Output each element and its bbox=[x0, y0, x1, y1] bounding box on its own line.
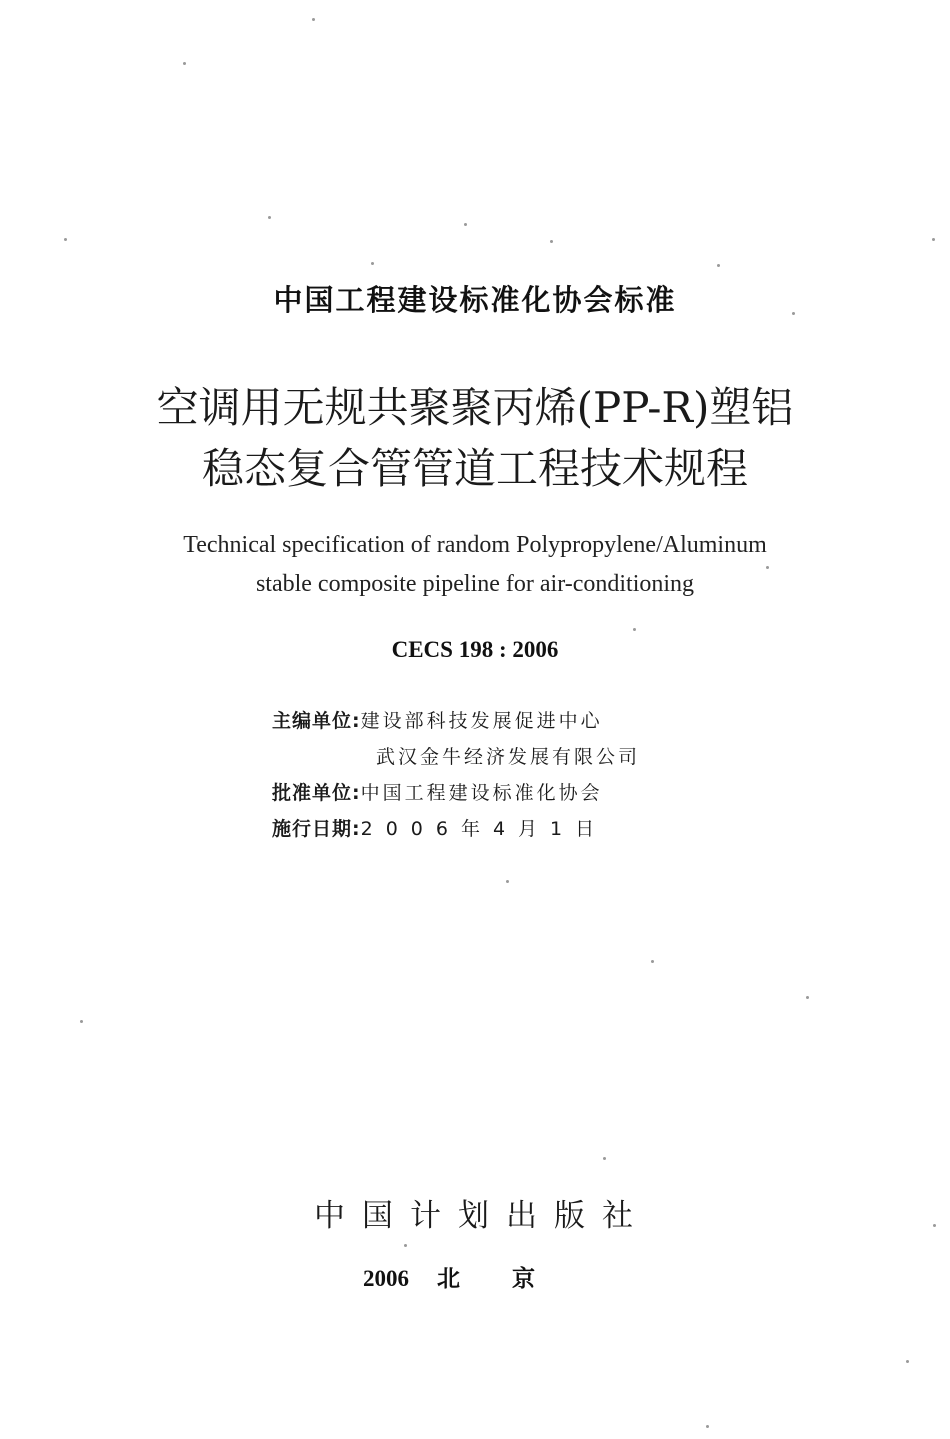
association-header: 中国工程建设标准化协会标准 bbox=[273, 283, 677, 317]
publisher-name: 中国计划出版社 bbox=[314, 1198, 650, 1234]
scan-speck bbox=[80, 1020, 83, 1023]
chief-editor-unit-2: 武汉金牛经济发展有限公司 bbox=[376, 746, 641, 768]
scan-speck bbox=[906, 1360, 909, 1363]
chief-editor-unit-1: 建设部科技发展促进中心 bbox=[360, 710, 603, 732]
scan-speck bbox=[506, 880, 509, 883]
publication-place bbox=[0, 1260, 950, 1293]
scan-speck bbox=[932, 238, 935, 241]
publication-info bbox=[272, 703, 640, 847]
scan-speck bbox=[717, 264, 720, 267]
scan-speck bbox=[64, 238, 67, 241]
chief-editor-label: 主编单位: bbox=[272, 710, 361, 732]
scan-speck bbox=[268, 216, 271, 219]
approver-label: 批准单位: bbox=[272, 782, 361, 804]
chinese-title-line-2: 稳态复合管管道工程技术规程 bbox=[201, 444, 748, 493]
approver-row bbox=[272, 775, 640, 811]
scan-speck bbox=[933, 1224, 936, 1227]
english-title-line-1: Technical specification of random Polypropylene/Aluminum bbox=[183, 532, 767, 558]
scan-speck bbox=[766, 566, 769, 569]
scan-speck bbox=[806, 996, 809, 999]
chief-editor-row bbox=[272, 703, 640, 739]
scan-speck bbox=[464, 223, 467, 226]
approver-unit: 中国工程建设标准化协会 bbox=[360, 782, 603, 804]
scan-speck bbox=[633, 628, 636, 631]
chief-editor-row-2 bbox=[272, 739, 640, 775]
standard-code: CECS 198 : 2006 bbox=[391, 637, 559, 662]
effective-date: 2006年4月1日 bbox=[360, 818, 608, 840]
effective-date-row bbox=[272, 811, 640, 847]
scan-speck bbox=[651, 960, 654, 963]
effective-date-label: 施行日期: bbox=[272, 818, 361, 840]
scan-speck bbox=[550, 240, 553, 243]
scan-speck bbox=[312, 18, 315, 21]
scan-speck bbox=[404, 1244, 407, 1247]
scan-speck bbox=[183, 62, 186, 65]
english-title-line-2: stable composite pipeline for air-conditioning bbox=[255, 571, 695, 597]
publication-city: 北京 bbox=[437, 1266, 587, 1291]
chinese-title-line-1: 空调用无规共聚聚丙烯(PP-R)塑铝 bbox=[156, 383, 794, 432]
scan-speck bbox=[371, 262, 374, 265]
scan-speck bbox=[706, 1425, 709, 1428]
scan-speck bbox=[792, 312, 795, 315]
scan-speck bbox=[603, 1157, 606, 1160]
publication-year: 2006 bbox=[363, 1266, 409, 1291]
